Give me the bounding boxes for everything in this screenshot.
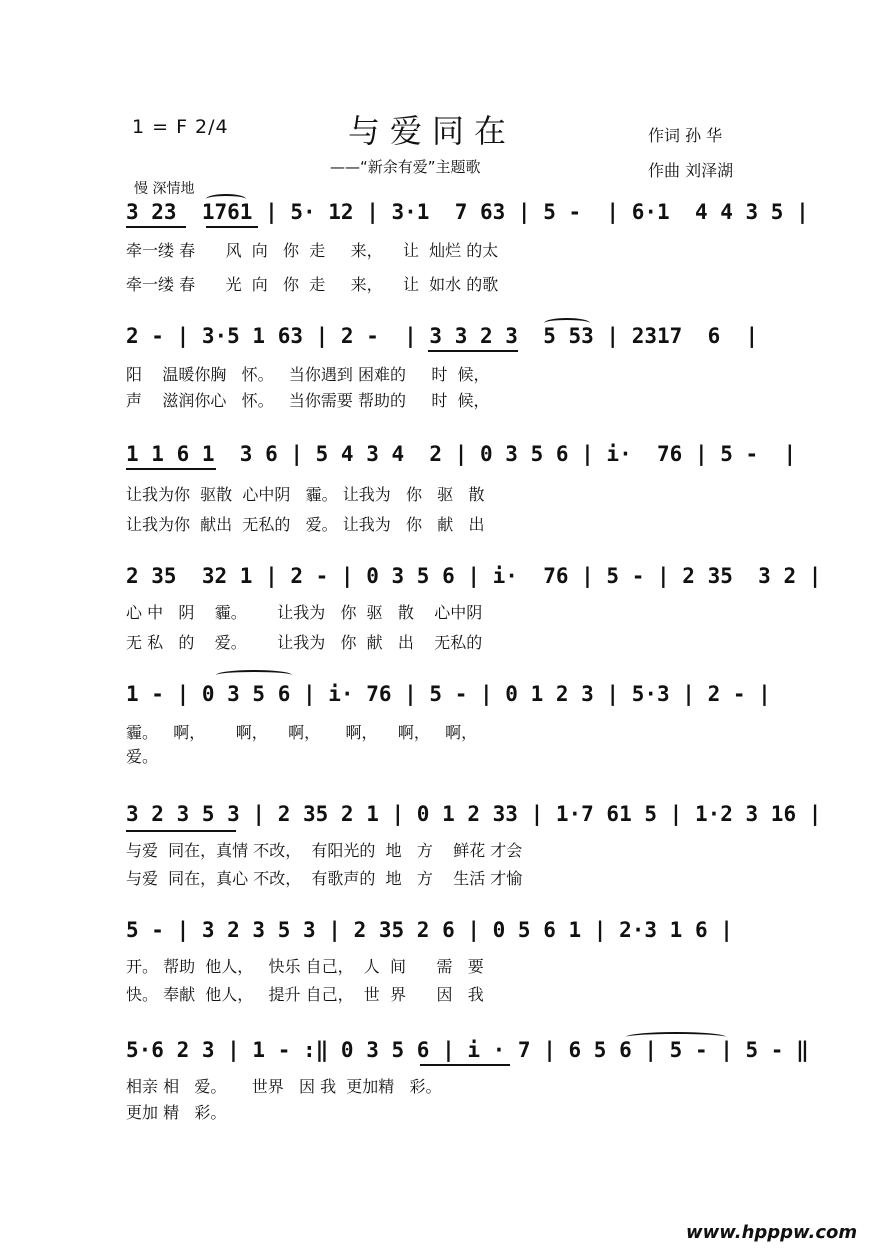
beam-line (126, 830, 236, 832)
lyrics-verse-2: 更加 精 彩。 (126, 1103, 227, 1122)
notation-line: 2 35 32 1 | 2 - | 0 3 5 6 | i· 76 | 5 - | 2 35 3 2 | (126, 564, 822, 588)
lyrics-verse-2: 爱。 (126, 747, 159, 766)
lyrics-verse-1: 与爱 同在，真情 不改， 有阳光的 地 方 鲜花 才会 (126, 841, 523, 860)
slur-mark (626, 1032, 726, 1042)
lyrics-verse-1: 开。 帮助 他人， 快乐 自己， 人 间 需 要 (126, 957, 484, 976)
composer-credit: 作曲 刘泽湖 (648, 161, 734, 180)
notation-line: 2 - | 3·5 1 63 | 2 - | 3 3 2 3 5 53 | 2317 6 | (126, 324, 759, 348)
notation-line: 1 - | 0 3 5 6 | i· 76 | 5 - | 0 1 2 3 | 5·3 | 2 - | (126, 682, 771, 706)
lyrics-verse-1: 霾。 啊， 啊， 啊， 啊， 啊， 啊， (126, 723, 478, 742)
lyricist-credit: 作词 孙 华 (648, 126, 723, 145)
lyrics-verse-2: 无 私 的 爱。 让我为 你 献 出 无私的 (126, 633, 483, 652)
song-subtitle: ——“新余有爱”主题歌 (330, 158, 481, 176)
song-title: 与爱同在 (348, 112, 517, 150)
notation-line: 5 - | 3 2 3 5 3 | 2 35 2 6 | 0 5 6 1 | 2·3 1 6 | (126, 918, 733, 942)
lyrics-verse-1: 牵一缕 春 风 向 你 走 来， 让 灿烂 的太 (126, 241, 499, 260)
slur-mark (206, 194, 246, 204)
slur-mark (544, 318, 590, 328)
site-watermark: www.hpppw.com (686, 1222, 858, 1243)
key-signature: 1 = F 2/4 (132, 116, 229, 138)
notation-line: 3 2 3 5 3 | 2 35 2 1 | 0 1 2 33 | 1·7 61 5 | 1·2 3 16 | (126, 802, 822, 826)
beam-line (206, 226, 258, 228)
lyrics-verse-1: 阳 温暖你胸 怀。 当你遇到 困难的 时 候， (126, 365, 490, 384)
lyrics-verse-2: 快。 奉献 他人， 提升 自己， 世 界 因 我 (126, 985, 484, 1004)
lyrics-verse-2: 声 滋润你心 怀。 当你需要 帮助的 时 候， (126, 391, 490, 410)
lyrics-verse-1: 相亲 相 爱。 世界 因 我 更加精 彩。 (126, 1077, 442, 1096)
beam-line (420, 1064, 510, 1066)
beam-line (428, 350, 518, 352)
lyrics-verse-2: 牵一缕 春 光 向 你 走 来， 让 如水 的歌 (126, 275, 499, 294)
beam-line (126, 468, 216, 470)
notation-line: 3 23 1761 | 5· 12 | 3·1 7 63 | 5 - | 6·1 4 4 3 5 | (126, 200, 809, 224)
notation-line: 1 1 6 1 3 6 | 5 4 3 4 2 | 0 3 5 6 | i· 76 | 5 - | (126, 442, 797, 466)
lyrics-verse-1: 让我为你 驱散 心中阴 霾。 让我为 你 驱 散 (126, 485, 485, 504)
slur-mark (216, 670, 292, 680)
beam-line (126, 226, 186, 228)
tempo-marking: 慢 深情地 (134, 181, 195, 197)
lyrics-verse-2: 与爱 同在，真心 不改， 有歌声的 地 方 生活 才愉 (126, 869, 523, 888)
lyrics-verse-1: 心 中 阴 霾。 让我为 你 驱 散 心中阴 (126, 603, 483, 622)
lyrics-verse-2: 让我为你 献出 无私的 爱。 让我为 你 献 出 (126, 515, 485, 534)
notation-line: 5·6 2 3 | 1 - :‖ 0 3 5 6 | i · 7 | 6 5 6 | 5 - | 5 - ‖ (126, 1038, 809, 1062)
